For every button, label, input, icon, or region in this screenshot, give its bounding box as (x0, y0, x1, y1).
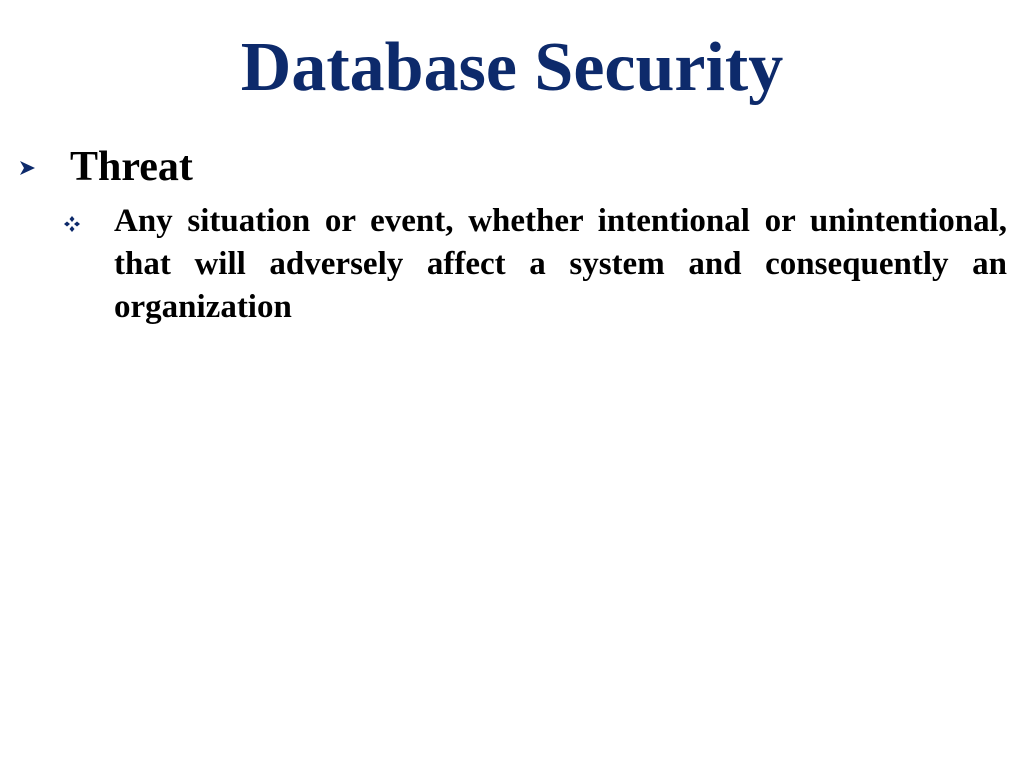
slide-title: Database Security (240, 29, 784, 106)
bullet-item-threat (18, 142, 1018, 192)
arrow-bullet-icon (18, 160, 38, 176)
sub-bullet-text: Any situation or event, whether intentional or unintentional, that will adversely affect a system and consequently an organization (114, 203, 1007, 325)
bullet-text: Threat (70, 144, 193, 190)
diamond-bullet-icon (64, 216, 80, 232)
